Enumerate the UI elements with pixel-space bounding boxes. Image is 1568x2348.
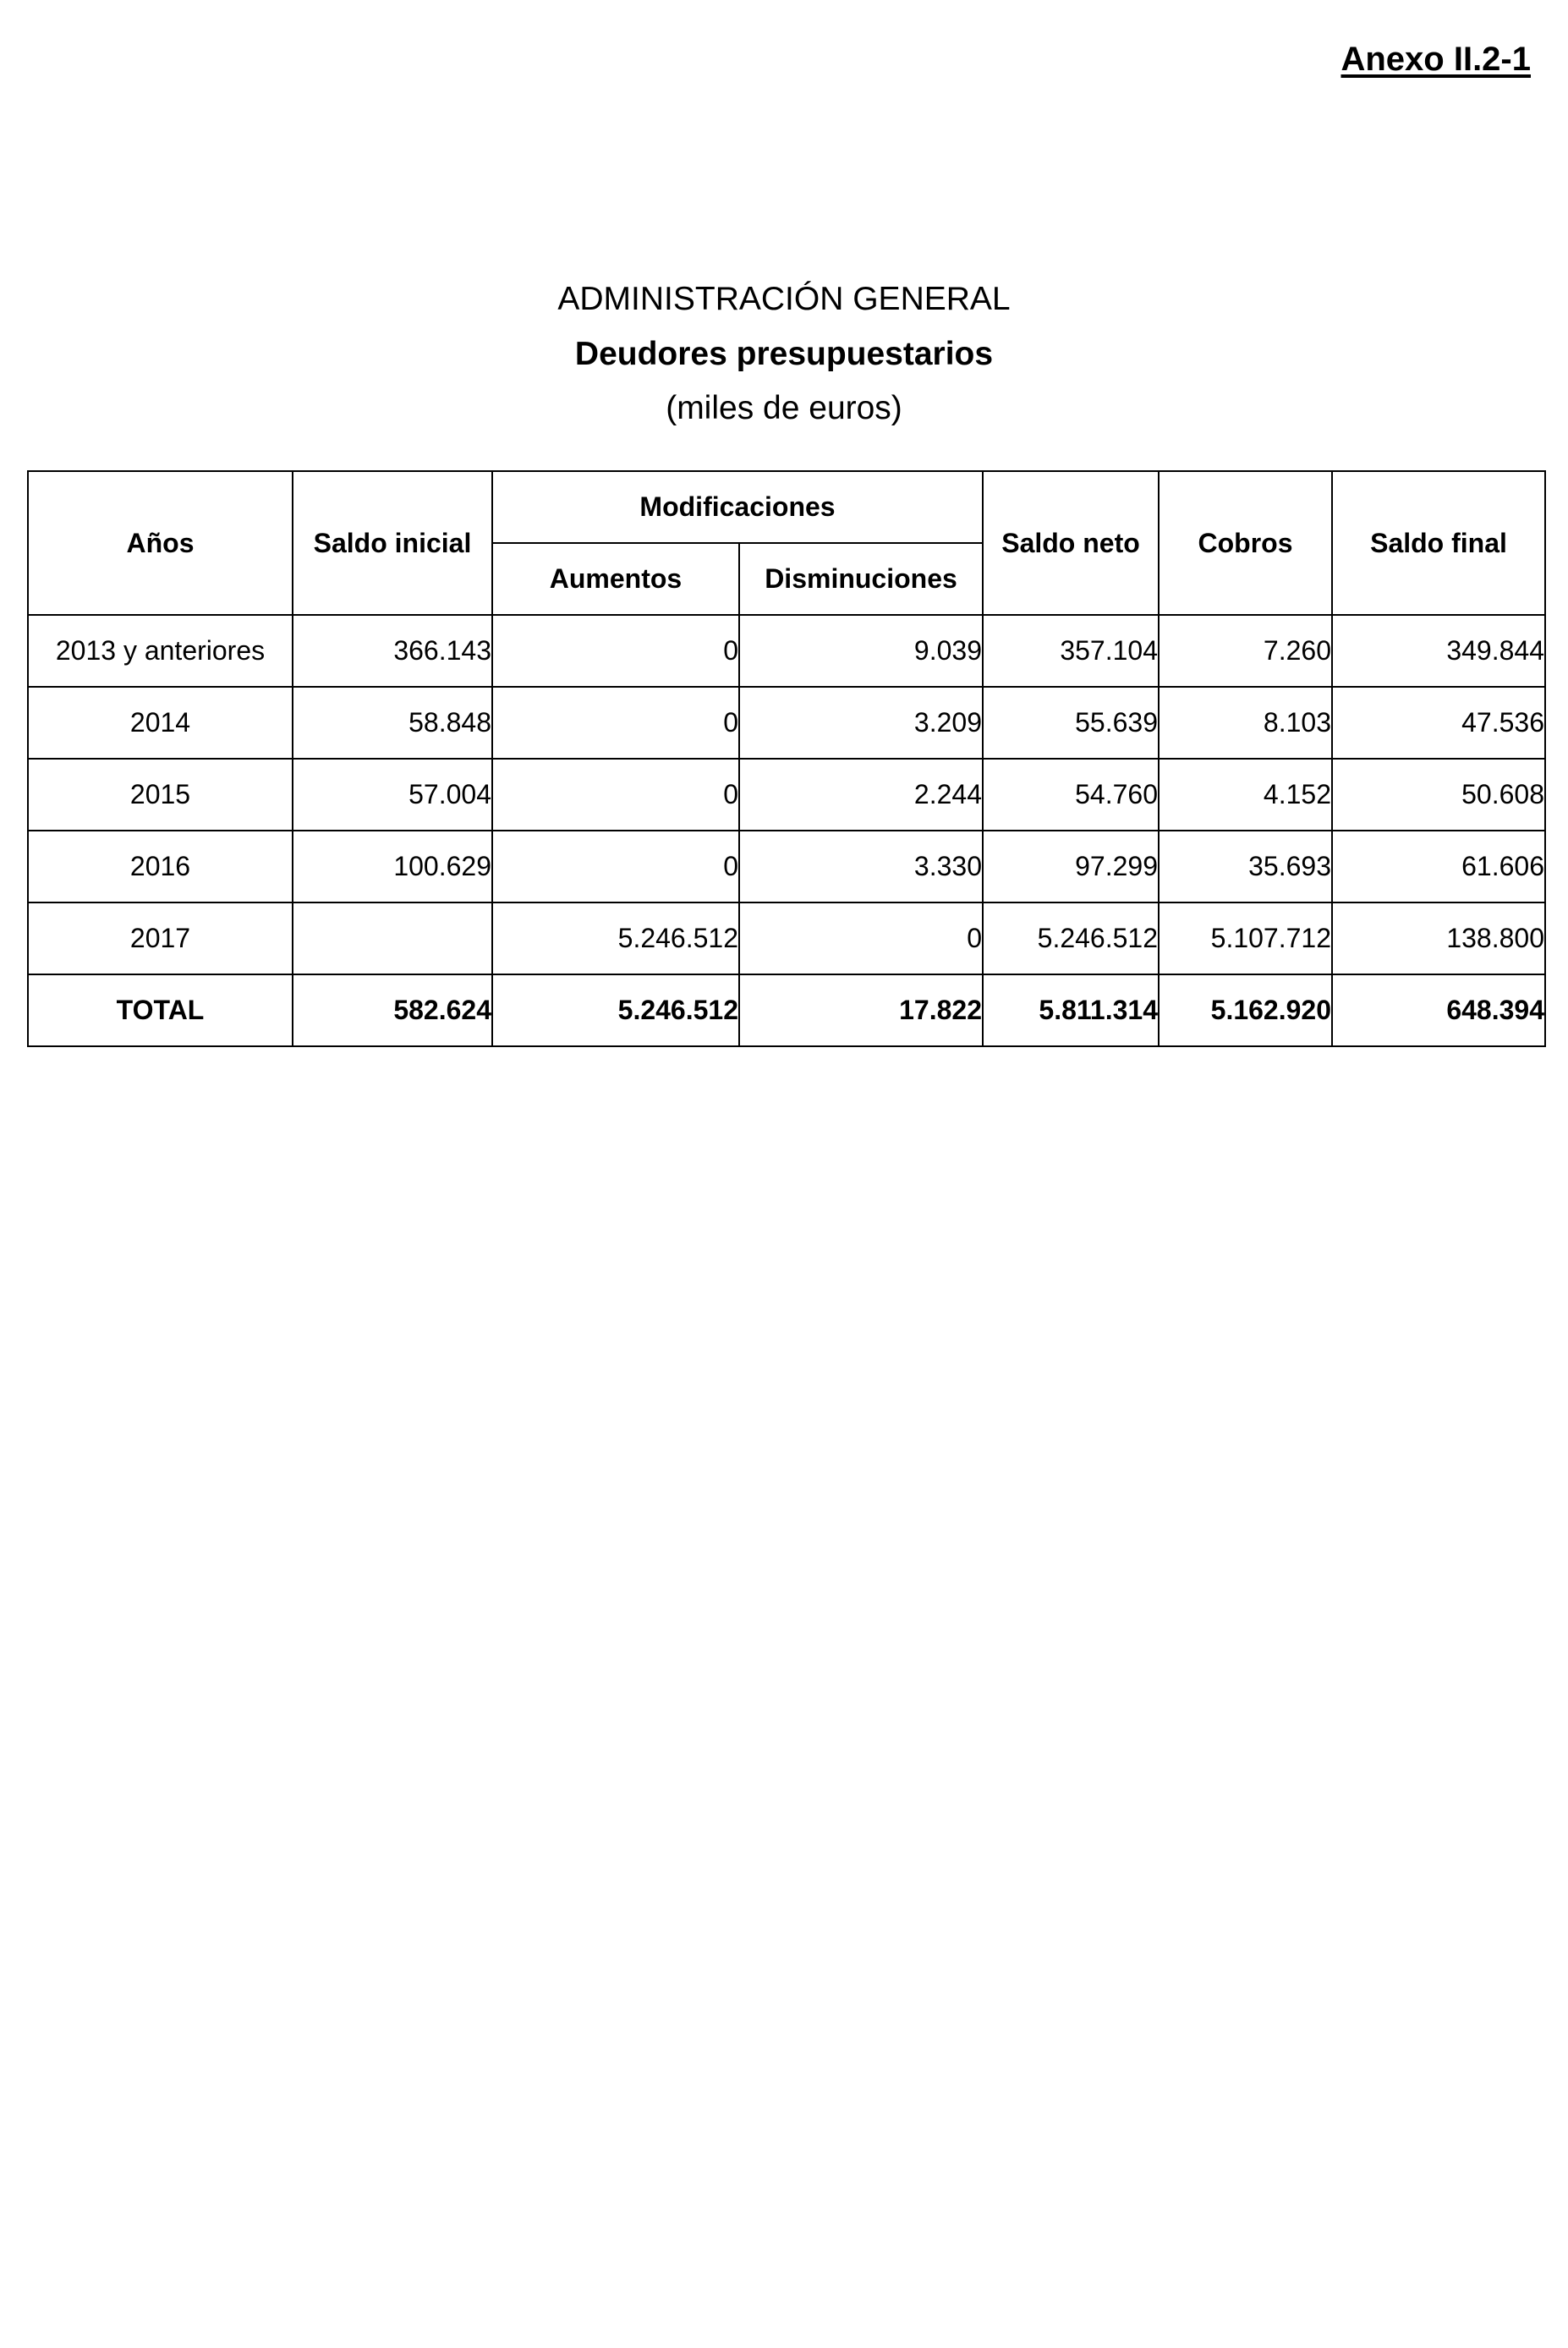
cell-cobros: 35.693: [1159, 831, 1332, 902]
table-row: [28, 687, 1545, 759]
header-saldo-neto: Saldo neto: [983, 471, 1159, 615]
cell-total-saldo-neto: 5.811.314: [983, 974, 1159, 1046]
cell-saldo-neto: 54.760: [983, 759, 1159, 831]
table-row: [28, 615, 1545, 687]
cell-saldo-final: 47.536: [1332, 687, 1545, 759]
cell-aumentos: 0: [492, 831, 739, 902]
header-disminuciones: Disminuciones: [739, 543, 983, 615]
cell-year: 2013 y anteriores: [28, 615, 293, 687]
cell-saldo-inicial: 100.629: [293, 831, 492, 902]
cell-cobros: 8.103: [1159, 687, 1332, 759]
header-cobros: Cobros: [1159, 471, 1332, 615]
header-aumentos: Aumentos: [492, 543, 739, 615]
cell-saldo-final: 349.844: [1332, 615, 1545, 687]
annex-label: Anexo II.2-1: [1340, 41, 1531, 78]
cell-total-label: TOTAL: [28, 974, 293, 1046]
cell-total-cobros: 5.162.920: [1159, 974, 1332, 1046]
cell-saldo-final: 50.608: [1332, 759, 1545, 831]
cell-cobros: 7.260: [1159, 615, 1332, 687]
table-row: [28, 902, 1545, 974]
cell-year: 2015: [28, 759, 293, 831]
table-row: [28, 831, 1545, 902]
cell-saldo-inicial: [293, 902, 492, 974]
document-title: ADMINISTRACIÓN GENERAL: [557, 281, 1011, 317]
header-saldo-inicial: Saldo inicial: [293, 471, 492, 615]
document-subtitle: Deudores presupuestarios: [574, 336, 994, 372]
cell-saldo-inicial: 366.143: [293, 615, 492, 687]
cell-saldo-final: 61.606: [1332, 831, 1545, 902]
cell-disminuciones: 3.330: [739, 831, 983, 902]
cell-saldo-neto: 97.299: [983, 831, 1159, 902]
cell-saldo-inicial: 58.848: [293, 687, 492, 759]
document-titles: [0, 272, 1568, 435]
table-row: [28, 759, 1545, 831]
cell-saldo-final: 138.800: [1332, 902, 1545, 974]
deudores-table: [27, 470, 1546, 1047]
header-years: Años: [28, 471, 293, 615]
cell-cobros: 5.107.712: [1159, 902, 1332, 974]
units-note: (miles de euros): [666, 390, 902, 426]
cell-total-disminuciones: 17.822: [739, 974, 983, 1046]
cell-disminuciones: 3.209: [739, 687, 983, 759]
header-modificaciones: Modificaciones: [492, 471, 983, 543]
cell-saldo-neto: 5.246.512: [983, 902, 1159, 974]
header-saldo-final: Saldo final: [1332, 471, 1545, 615]
cell-aumentos: 0: [492, 615, 739, 687]
cell-year: 2017: [28, 902, 293, 974]
cell-year: 2016: [28, 831, 293, 902]
header-row-top: [28, 471, 1545, 543]
cell-disminuciones: 2.244: [739, 759, 983, 831]
cell-total-aumentos: 5.246.512: [492, 974, 739, 1046]
cell-total-saldo-final: 648.394: [1332, 974, 1545, 1046]
cell-saldo-neto: 55.639: [983, 687, 1159, 759]
cell-aumentos: 5.246.512: [492, 902, 739, 974]
total-row: [28, 974, 1545, 1046]
cell-cobros: 4.152: [1159, 759, 1332, 831]
cell-aumentos: 0: [492, 687, 739, 759]
cell-saldo-inicial: 57.004: [293, 759, 492, 831]
cell-year: 2014: [28, 687, 293, 759]
cell-disminuciones: 0: [739, 902, 983, 974]
cell-aumentos: 0: [492, 759, 739, 831]
cell-total-saldo-inicial: 582.624: [293, 974, 492, 1046]
cell-saldo-neto: 357.104: [983, 615, 1159, 687]
cell-disminuciones: 9.039: [739, 615, 983, 687]
